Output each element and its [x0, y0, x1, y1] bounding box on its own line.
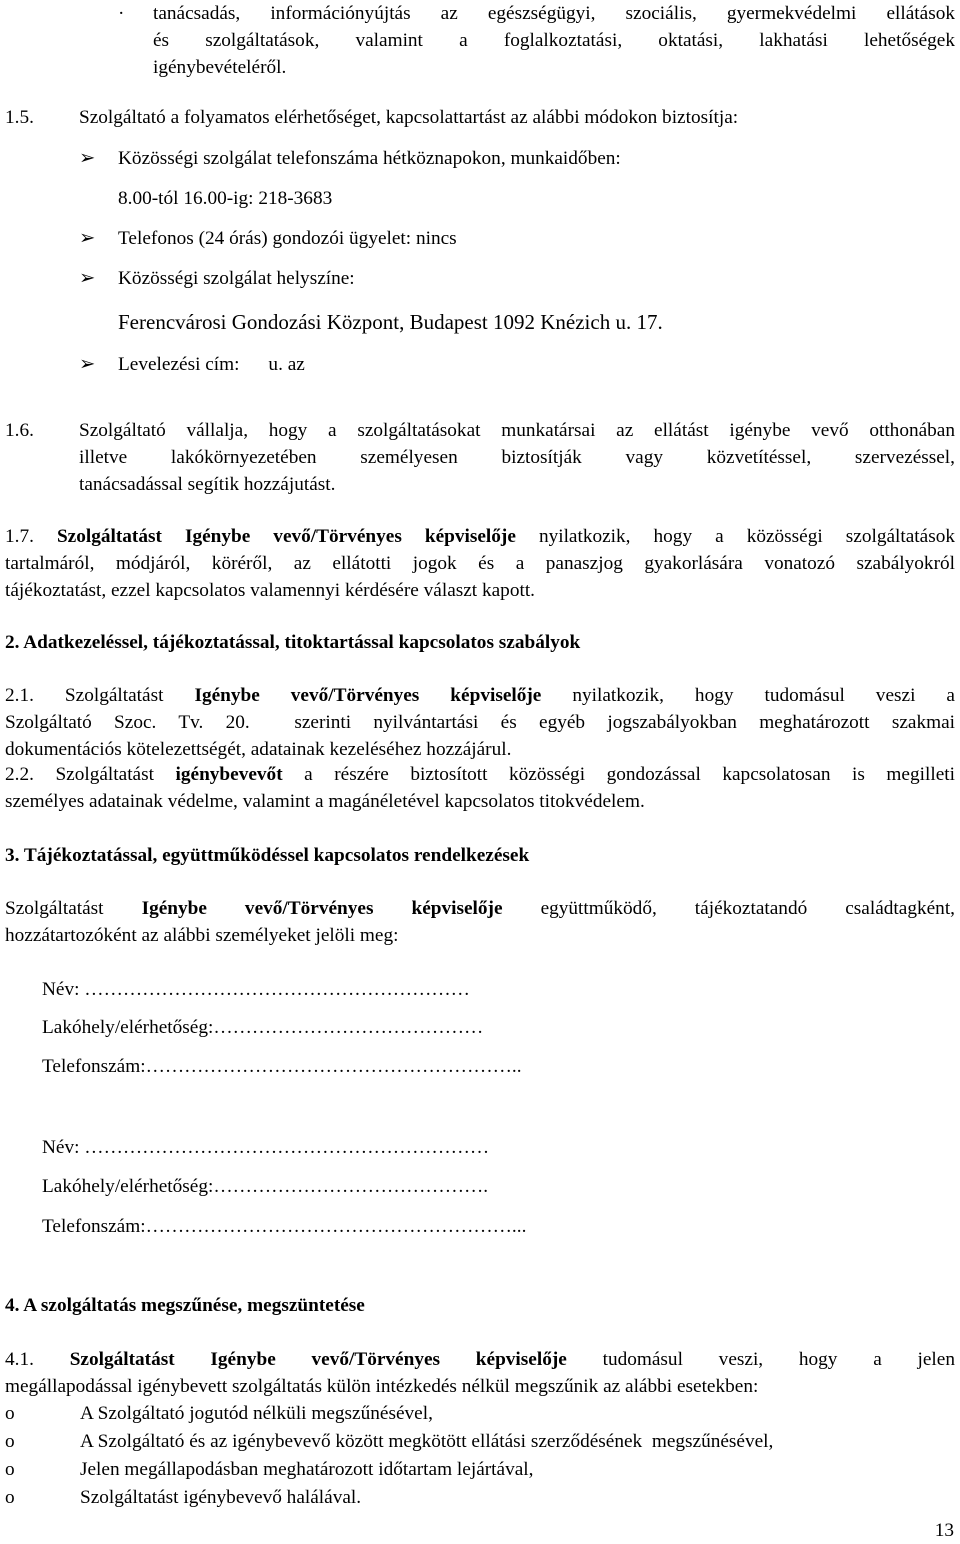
- list-item-text: A Szolgáltató jogutód nélküli megszűnésével,: [80, 1403, 433, 1424]
- paragraph-line: [5, 682, 955, 709]
- list-item: Közösségi szolgálat helyszíne:: [118, 268, 355, 289]
- text-run: nyilatkozik, hogy a közösségi szolgáltatások: [538, 526, 955, 547]
- section-number: 2.1.: [5, 685, 34, 706]
- bold-phrase: igénybevevőt: [175, 764, 283, 785]
- circle-bullet-icon: o: [5, 1487, 15, 1508]
- paragraph-line: [5, 523, 955, 550]
- section-heading: 2. Adatkezeléssel, tájékoztatással, titoktartással kapcsolatos szabályok: [5, 632, 581, 653]
- page-number: 13: [934, 1520, 954, 1541]
- list-item-text: Jelen megállapodásban meghatározott időtartam lejártával,: [80, 1459, 534, 1480]
- circle-bullet-icon: o: [5, 1431, 15, 1452]
- list-item: Közösségi szolgálat telefonszáma hétköznapokon, munkaidőben:: [118, 148, 621, 169]
- list-item: 8.00-tól 16.00-ig: 218-3683: [118, 188, 333, 209]
- text-run: Szolgáltatást: [64, 685, 164, 706]
- list-item: [5, 1456, 533, 1483]
- list-item: [5, 1484, 361, 1511]
- paragraph-line: tanácsadás, információnyújtás az egészségügyi, szociális, gyermekvédelmi ellátások: [153, 3, 955, 24]
- text-run: a részére biztosított közösségi gondozással kapcsolatosan is megilleti: [304, 764, 955, 785]
- circle-bullet-icon: o: [5, 1403, 15, 1424]
- paragraph-line: Szolgáltató Szoc. Tv. 20. szerinti nyilvántartási és egyéb jogszabályokban meghatározott szakmai: [5, 712, 955, 733]
- list-item: Levelezési cím: u. az: [118, 354, 305, 375]
- contact-address-field: Lakóhely/elérhetőség:……………………………………: [42, 1017, 484, 1038]
- contact-phone-field: Telefonszám:…………………………………………………..: [42, 1056, 522, 1077]
- bold-phrase: Szolgáltatást Igénybe vevő/Törvényes képviselője: [69, 1349, 567, 1370]
- section-heading: 3. Tájékoztatással, együttműködéssel kapcsolatos rendelkezések: [5, 845, 530, 866]
- paragraph-line: [5, 1346, 955, 1373]
- section-heading: 4. A szolgáltatás megszűnése, megszüntetése: [5, 1295, 365, 1316]
- list-item: [5, 1400, 433, 1427]
- arrow-bullet-icon: ➢: [79, 148, 96, 169]
- arrow-bullet-icon: ➢: [79, 354, 96, 375]
- paragraph-line: tájékoztatást, ezzel kapcsolatos valamennyi kérdésére választ kapott.: [5, 580, 535, 601]
- circle-bullet-icon: o: [5, 1459, 15, 1480]
- text-run: tudomásul veszi, hogy a jelen: [602, 1349, 955, 1370]
- section-number: 1.6.: [5, 420, 34, 441]
- paragraph-line: dokumentációs kötelezettségét, adatainak kezeléséhez hozzájárul.: [5, 739, 512, 760]
- paragraph-line: tartalmáról, módjáról, köréről, az ellátotti jogok és a panaszjog gyakorlására vonatozó szabályokról: [5, 553, 955, 574]
- list-item: Telefonos (24 órás) gondozói ügyelet: nincs: [118, 228, 457, 249]
- paragraph-line: Szolgáltató a folyamatos elérhetőséget, kapcsolattartást az alábbi módokon biztosítja:: [79, 107, 739, 128]
- paragraph-line: illetve lakókörnyezetében személyesen biztosítják vagy közvetítéssel, szervezéssel,: [79, 447, 955, 468]
- text-run: Szolgáltatást: [5, 898, 104, 919]
- text-run: együttműködő, tájékoztatandó családtagként,: [540, 898, 955, 919]
- list-item: [5, 1428, 773, 1455]
- arrow-bullet-icon: ➢: [79, 228, 96, 249]
- list-bullet: ·: [118, 3, 125, 24]
- text-run: Szolgáltatást: [55, 764, 154, 785]
- bold-phrase: Igénybe vevő/Törvényes képviselője: [141, 898, 503, 919]
- contact-name-field: Név: ……………………………………………………: [42, 979, 470, 1000]
- paragraph-line: [5, 761, 955, 788]
- paragraph-line: [5, 895, 955, 922]
- paragraph-line: Szolgáltató vállalja, hogy a szolgáltatásokat munkatársai az ellátást igénybe vevő otthonában: [79, 420, 955, 441]
- paragraph-line: megállapodással igénybevett szolgáltatás külön intézkedés nélkül megszűnik az alábbi esetekben:: [5, 1376, 759, 1397]
- bold-phrase: Igénybe vevő/Törvényes képviselője: [194, 685, 542, 706]
- section-number: 1.5.: [5, 107, 34, 128]
- paragraph-line: és szolgáltatások, valamint a foglalkoztatási, oktatási, lakhatási lehetőségek: [153, 30, 955, 51]
- paragraph-line: személyes adatainak védelme, valamint a magánéletével kapcsolatos titokvédelem.: [5, 791, 645, 812]
- list-item-text: Szolgáltatást igénybevevő halálával.: [80, 1487, 362, 1508]
- contact-name-field: Név: ………………………………………………………: [42, 1137, 490, 1158]
- contact-phone-field: Telefonszám:…………………………………………………...: [42, 1216, 527, 1237]
- section-number: 4.1.: [5, 1349, 34, 1370]
- paragraph-line: hozzátartozóként az alábbi személyeket jelöli meg:: [5, 925, 399, 946]
- text-run: nyilatkozik, hogy tudomásul veszi a: [572, 685, 955, 706]
- bold-phrase: Szolgáltatást Igénybe vevő/Törvényes képviselője: [56, 526, 516, 547]
- section-number: 1.7.: [5, 526, 34, 547]
- list-item-text: A Szolgáltató és az igénybevevő között megkötött ellátási szerződésének megszűnésével,: [80, 1431, 774, 1452]
- contact-address-field: Lakóhely/elérhetőség:…………………………………….: [42, 1176, 489, 1197]
- arrow-bullet-icon: ➢: [79, 268, 96, 289]
- paragraph-line: tanácsadással segítik hozzájutást.: [79, 474, 336, 495]
- section-number: 2.2.: [5, 764, 34, 785]
- paragraph-line: igénybevételéről.: [153, 57, 287, 78]
- list-item: Ferencvárosi Gondozási Központ, Budapest 1092 Knézich u. 17.: [118, 310, 663, 334]
